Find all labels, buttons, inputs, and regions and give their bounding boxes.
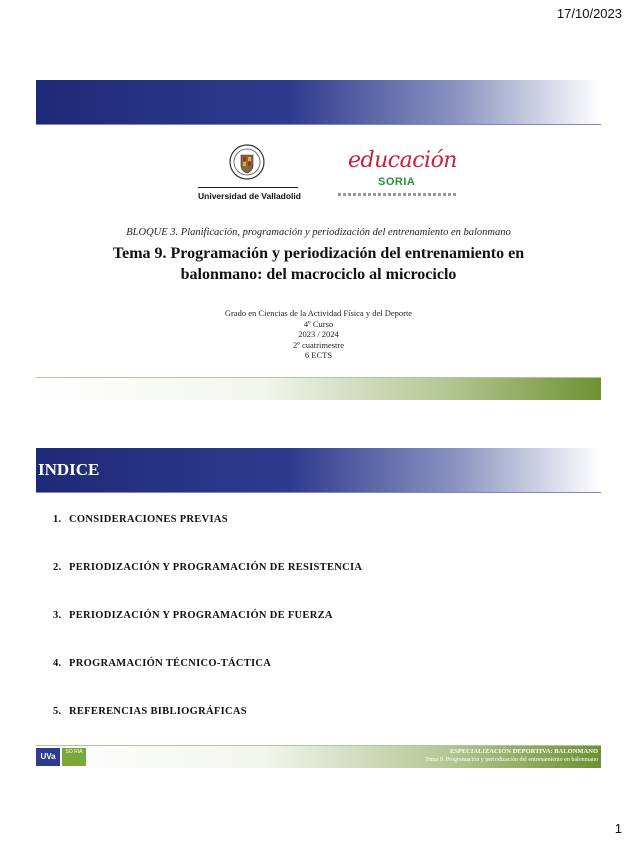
toc-item: 4. PROGRAMACIÓN TÉCNICO-TÁCTICA: [53, 658, 272, 669]
toc-item: 5. REFERENCIAS BIBLIOGRÁFICAS: [53, 706, 247, 717]
index-header-divider: [36, 492, 601, 493]
uva-name: Universidad de Valladolid: [198, 191, 301, 201]
course-info-line: 2023 / 2024: [298, 329, 339, 339]
uva-logo: [198, 142, 301, 204]
uva-seal-icon: [228, 142, 266, 184]
footer-uva-logo: UVa: [36, 748, 60, 766]
course-info-line: 2º cuatrimestre: [292, 339, 345, 350]
course-info-line: 4º Curso: [303, 318, 334, 329]
page-number: 1: [614, 821, 622, 836]
toc-item: 3. PERIODIZACIÓN Y PROGRAMACIÓN DE FUERZA: [53, 610, 333, 621]
course-info: [36, 308, 601, 361]
footer-course-title: ESPECIALIZACIÓN DEPORTIVA: BALONMANO: [449, 748, 598, 755]
print-date: 17/10/2023: [556, 6, 622, 21]
index-header-band: [36, 448, 601, 492]
edu-soria-text: SORIA: [378, 176, 416, 188]
toc-item: 1. CONSIDERACIONES PREVIAS: [53, 514, 228, 525]
bottom-gradient-band: [36, 378, 601, 400]
index-slide: [36, 448, 601, 770]
uva-logo-rule: [198, 187, 298, 188]
logos-row: [36, 142, 601, 206]
table-of-contents: [53, 514, 593, 754]
footer-soria-logo: SO RIA: [62, 748, 86, 766]
title-slide: [36, 80, 601, 402]
bloque-subtitle: BLOQUE 3. Planificación, programación y periodización del entrenamiento en balonmano: [126, 227, 511, 238]
edu-tagline-decoration: [338, 193, 458, 196]
educacion-soria-logo: [338, 146, 458, 202]
course-info-line: 6 ECTS: [304, 350, 333, 360]
top-band-divider: [36, 124, 601, 125]
course-info-line: Grado en Ciencias de la Actividad Física y del Deporte: [224, 308, 413, 318]
top-gradient-band: [36, 80, 601, 124]
toc-item: 2. PERIODIZACIÓN Y PROGRAMACIÓN DE RESISTENCIA: [53, 562, 363, 573]
tema-title: Tema 9. Programación y periodización del entrenamiento en balonmano: del macrociclo al microciclo: [112, 245, 525, 283]
index-title: INDICE: [38, 460, 100, 479]
edu-script-text: educación: [348, 148, 457, 173]
footer-topic-title: Tema 9. Programación y periodización del entrenamiento en balonmano: [424, 757, 598, 763]
